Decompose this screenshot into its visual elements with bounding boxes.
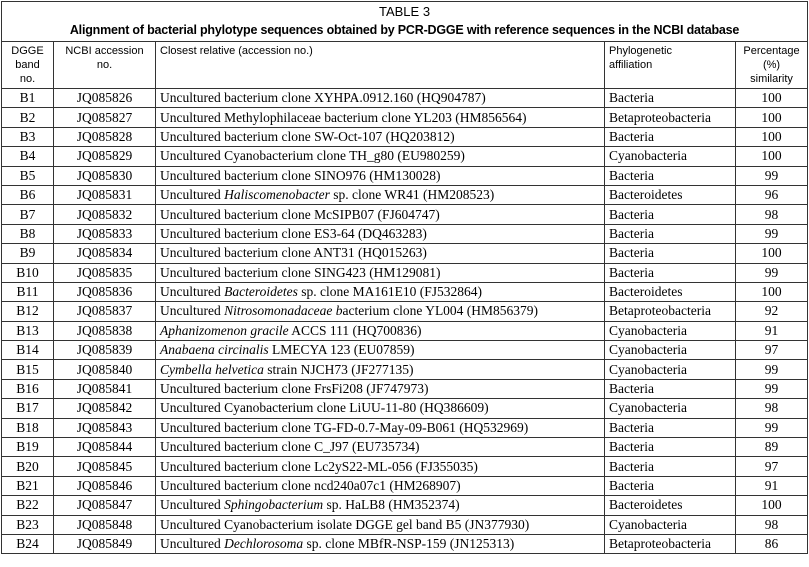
- similarity-cell: 99: [736, 379, 808, 398]
- header-text: Percentage: [743, 45, 800, 57]
- header-text: no.: [96, 59, 113, 71]
- relative-taxon-italic: Cymbella helvetica: [160, 361, 264, 377]
- similarity-cell: 99: [736, 418, 808, 437]
- relative-cell: [156, 534, 605, 553]
- band-cell: B1: [2, 89, 54, 108]
- affiliation-cell: Bacteria: [605, 457, 736, 476]
- band-cell: B20: [2, 457, 54, 476]
- affiliation-cell: Bacteria: [605, 205, 736, 224]
- relative-cell: [156, 515, 605, 534]
- relative-text: Uncultured bacterium clone XYHPA.0912.160 (HQ904787): [160, 90, 486, 106]
- relative-cell: [156, 282, 605, 301]
- similarity-cell: 92: [736, 302, 808, 321]
- band-cell: B6: [2, 185, 54, 204]
- similarity-cell: 100: [736, 147, 808, 166]
- affiliation-cell: Bacteria: [605, 263, 736, 282]
- band-cell: B15: [2, 360, 54, 379]
- relative-text: Uncultured bacterium clone ANT31 (HQ015263): [160, 245, 427, 261]
- relative-cell: [156, 418, 605, 437]
- relative-taxon-italic: Anabaena circinalis: [160, 342, 269, 358]
- relative-taxon-italic: Haliscomenobacter: [224, 187, 330, 203]
- accession-cell: JQ085845: [54, 457, 156, 476]
- band-cell: B13: [2, 321, 54, 340]
- relative-text-rest: sp. HaLB8 (HM352374): [323, 497, 460, 513]
- relative-taxon-italic: Nitrosomonadaceae b: [220, 303, 343, 319]
- accession-cell: JQ085838: [54, 321, 156, 340]
- table-body: [2, 89, 808, 554]
- affiliation-cell: Bacteroidetes: [605, 282, 736, 301]
- band-cell: B8: [2, 224, 54, 243]
- similarity-cell: 99: [736, 360, 808, 379]
- affiliation-cell: Cyanobacteria: [605, 321, 736, 340]
- relative-text: Uncultured bacterium clone Lc2yS22-ML-056 (FJ355035): [160, 458, 478, 474]
- band-cell: B24: [2, 534, 54, 553]
- similarity-cell: 100: [736, 244, 808, 263]
- band-cell: B7: [2, 205, 54, 224]
- band-cell: B19: [2, 438, 54, 457]
- similarity-cell: 99: [736, 263, 808, 282]
- relative-text: Uncultured Cyanobacterium clone TH_g80 (EU980259): [160, 148, 465, 164]
- relative-text-rest: ACCS 111 (HQ700836): [288, 322, 422, 338]
- table-row: [2, 360, 808, 379]
- table-number: TABLE 3: [378, 4, 431, 19]
- relative-text: Uncultured: [160, 284, 225, 300]
- affiliation-cell: Cyanobacteria: [605, 399, 736, 418]
- table-row: [2, 496, 808, 515]
- relative-cell: [156, 166, 605, 185]
- similarity-cell: 100: [736, 496, 808, 515]
- relative-taxon-italic: Dechlorosoma: [224, 536, 304, 552]
- band-cell: B5: [2, 166, 54, 185]
- relative-cell: [156, 224, 605, 243]
- affiliation-cell: Betaproteobacteria: [605, 534, 736, 553]
- affiliation-cell: Bacteria: [605, 89, 736, 108]
- relative-cell: [156, 185, 605, 204]
- affiliation-cell: Cyanobacteria: [605, 360, 736, 379]
- relative-cell: [156, 263, 605, 282]
- affiliation-cell: Bacteria: [605, 418, 736, 437]
- header-text: NCBI accession: [65, 45, 144, 57]
- relative-cell: [156, 244, 605, 263]
- affiliation-cell: Bacteroidetes: [605, 496, 736, 515]
- accession-cell: JQ085826: [54, 89, 156, 108]
- accession-cell: JQ085836: [54, 282, 156, 301]
- relative-text: Uncultured: [160, 497, 225, 513]
- accession-cell: JQ085849: [54, 534, 156, 553]
- similarity-cell: 100: [736, 89, 808, 108]
- header-text: similarity: [750, 73, 793, 85]
- table-row: [2, 515, 808, 534]
- relative-text: Uncultured bacterium clone ES3-64 (DQ463283): [160, 225, 427, 241]
- relative-text: Uncultured bacterium clone FrsFi208 (JF747973): [160, 381, 429, 397]
- relative-text: Uncultured bacterium clone TG-FD-0.7-May-09-B061 (HQ532969): [160, 419, 529, 435]
- header-similarity: [736, 42, 808, 89]
- similarity-cell: 100: [736, 127, 808, 146]
- relative-cell: [156, 89, 605, 108]
- relative-text: Uncultured bacterium clone C_J97 (EU735734): [160, 439, 420, 455]
- table-row: [2, 282, 808, 301]
- similarity-cell: 97: [736, 341, 808, 360]
- relative-cell: [156, 496, 605, 515]
- table-row: [2, 418, 808, 437]
- affiliation-cell: Bacteria: [605, 166, 736, 185]
- table-caption: [2, 2, 808, 42]
- relative-text-rest: sp. clone MBfR-NSP-159 (JN125313): [303, 536, 515, 552]
- affiliation-cell: Cyanobacteria: [605, 147, 736, 166]
- relative-cell: [156, 127, 605, 146]
- band-cell: B3: [2, 127, 54, 146]
- accession-cell: JQ085829: [54, 147, 156, 166]
- band-cell: B12: [2, 302, 54, 321]
- header-text: no.: [19, 73, 36, 85]
- accession-cell: JQ085841: [54, 379, 156, 398]
- similarity-cell: 100: [736, 108, 808, 127]
- accession-cell: JQ085832: [54, 205, 156, 224]
- affiliation-cell: Cyanobacteria: [605, 515, 736, 534]
- table-row: [2, 108, 808, 127]
- table-row: [2, 438, 808, 457]
- relative-cell: [156, 302, 605, 321]
- header-row: [2, 42, 808, 89]
- relative-cell: [156, 341, 605, 360]
- band-cell: B18: [2, 418, 54, 437]
- table-row: [2, 127, 808, 146]
- band-cell: B23: [2, 515, 54, 534]
- relative-cell: [156, 399, 605, 418]
- relative-cell: [156, 108, 605, 127]
- affiliation-cell: Cyanobacteria: [605, 341, 736, 360]
- header-relative: Closest relative (accession no.): [156, 42, 605, 89]
- band-cell: B22: [2, 496, 54, 515]
- affiliation-cell: Bacteria: [605, 224, 736, 243]
- table-row: [2, 534, 808, 553]
- table-row: [2, 244, 808, 263]
- band-cell: B2: [2, 108, 54, 127]
- accession-cell: JQ085846: [54, 476, 156, 495]
- relative-text: Uncultured: [160, 187, 225, 203]
- similarity-cell: 98: [736, 399, 808, 418]
- accession-cell: JQ085843: [54, 418, 156, 437]
- affiliation-cell: Bacteria: [605, 244, 736, 263]
- band-cell: B21: [2, 476, 54, 495]
- table-row: [2, 224, 808, 243]
- relative-cell: [156, 476, 605, 495]
- band-cell: B9: [2, 244, 54, 263]
- affiliation-cell: Bacteria: [605, 476, 736, 495]
- accession-cell: JQ085828: [54, 127, 156, 146]
- relative-cell: [156, 205, 605, 224]
- relative-text-rest: LMECYA 123 (EU07859): [268, 342, 415, 358]
- relative-text: Uncultured bacterium clone SING423 (HM129081): [160, 264, 441, 280]
- table-container: [1, 1, 807, 554]
- similarity-cell: 91: [736, 476, 808, 495]
- similarity-cell: 89: [736, 438, 808, 457]
- table-row: [2, 205, 808, 224]
- relative-text: Uncultured Cyanobacterium clone LiUU-11-80 (HQ386609): [160, 400, 489, 416]
- table-row: [2, 89, 808, 108]
- table-title: Alignment of bacterial phylotype sequences obtained by PCR-DGGE with reference sequences in the NCBI database: [69, 23, 740, 37]
- similarity-cell: 98: [736, 515, 808, 534]
- accession-cell: JQ085835: [54, 263, 156, 282]
- table-row: [2, 341, 808, 360]
- similarity-cell: 91: [736, 321, 808, 340]
- affiliation-cell: Bacteria: [605, 438, 736, 457]
- header-band: [2, 42, 54, 89]
- affiliation-cell: Bacteroidetes: [605, 185, 736, 204]
- similarity-cell: 96: [736, 185, 808, 204]
- relative-text: Uncultured bacterium clone SINO976 (HM130028): [160, 167, 441, 183]
- similarity-cell: 99: [736, 224, 808, 243]
- accession-cell: JQ085839: [54, 341, 156, 360]
- relative-text: Uncultured bacterium clone McSIPB07 (FJ604747): [160, 206, 440, 222]
- similarity-cell: 98: [736, 205, 808, 224]
- band-cell: B16: [2, 379, 54, 398]
- table-row: [2, 399, 808, 418]
- accession-cell: JQ085827: [54, 108, 156, 127]
- relative-text-rest: strain NJCH73 (JF277135): [263, 361, 414, 377]
- table-row: [2, 321, 808, 340]
- accession-cell: JQ085834: [54, 244, 156, 263]
- accession-cell: JQ085840: [54, 360, 156, 379]
- relative-cell: [156, 457, 605, 476]
- affiliation-cell: Bacteria: [605, 379, 736, 398]
- table-row: [2, 457, 808, 476]
- relative-taxon-italic: Sphingobacterium: [224, 497, 324, 513]
- relative-cell: [156, 360, 605, 379]
- band-cell: B11: [2, 282, 54, 301]
- similarity-cell: 99: [736, 166, 808, 185]
- table-row: [2, 379, 808, 398]
- band-cell: B10: [2, 263, 54, 282]
- relative-cell: [156, 379, 605, 398]
- relative-cell: [156, 147, 605, 166]
- header-text: band: [15, 59, 40, 71]
- header-accession: [54, 42, 156, 89]
- accession-cell: JQ085847: [54, 496, 156, 515]
- table-row: [2, 263, 808, 282]
- band-cell: B14: [2, 341, 54, 360]
- accession-cell: JQ085842: [54, 399, 156, 418]
- affiliation-cell: Betaproteobacteria: [605, 108, 736, 127]
- affiliation-cell: Betaproteobacteria: [605, 302, 736, 321]
- band-cell: B4: [2, 147, 54, 166]
- table-row: [2, 147, 808, 166]
- relative-text: Uncultured Cyanobacterium isolate DGGE gel band B5 (JN377930): [160, 516, 530, 532]
- accession-cell: JQ085831: [54, 185, 156, 204]
- relative-text: Uncultured: [160, 303, 221, 319]
- relative-text: Uncultured bacterium clone SW-Oct-107 (HQ203812): [160, 128, 455, 144]
- accession-cell: JQ085848: [54, 515, 156, 534]
- relative-cell: [156, 321, 605, 340]
- relative-text-rest: sp. clone WR41 (HM208523): [329, 187, 495, 203]
- accession-cell: JQ085833: [54, 224, 156, 243]
- relative-text: Uncultured: [160, 536, 225, 552]
- header-text: DGGE: [11, 45, 44, 57]
- accession-cell: JQ085844: [54, 438, 156, 457]
- table-row: [2, 302, 808, 321]
- accession-cell: JQ085830: [54, 166, 156, 185]
- relative-taxon-italic: Aphanizomenon gracile: [160, 322, 289, 338]
- header-affiliation: [605, 42, 736, 89]
- relative-cell: [156, 438, 605, 457]
- relative-text: Uncultured bacterium clone ncd240a07c1 (HM268907): [160, 478, 461, 493]
- relative-text-rest: sp. clone MA161E10 (FJ532864): [297, 284, 482, 300]
- relative-text-rest: acterium clone YL004 (HM856379): [342, 303, 539, 319]
- relative-text: Uncultured Methylophilaceae bacterium clone YL203 (HM856564): [160, 109, 527, 125]
- similarity-cell: 100: [736, 282, 808, 301]
- accession-cell: JQ085837: [54, 302, 156, 321]
- header-text: affiliation: [609, 59, 653, 71]
- table-row: [2, 185, 808, 204]
- table-row: [2, 166, 808, 185]
- affiliation-cell: Bacteria: [605, 127, 736, 146]
- relative-taxon-italic: Bacteroidetes: [224, 284, 298, 300]
- phylotype-table: [1, 1, 808, 554]
- table-row: [2, 476, 808, 495]
- band-cell: B17: [2, 399, 54, 418]
- header-text: (%): [762, 59, 781, 71]
- similarity-cell: 97: [736, 457, 808, 476]
- header-text: Phylogenetic: [609, 45, 672, 57]
- similarity-cell: 86: [736, 534, 808, 553]
